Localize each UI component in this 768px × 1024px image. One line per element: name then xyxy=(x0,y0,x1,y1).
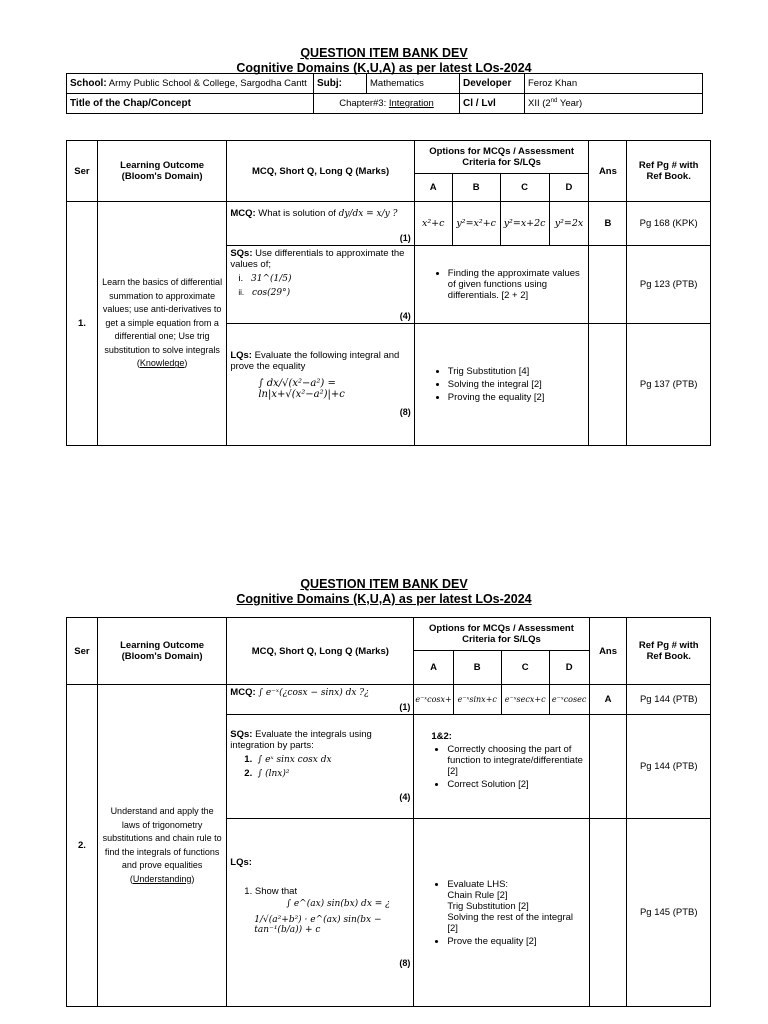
header-ans: Ans xyxy=(589,141,627,202)
developer-value: Feroz Khan xyxy=(525,74,703,94)
option-d: y²=2x xyxy=(549,202,589,246)
sq-marks: (4) xyxy=(399,311,411,321)
lq-label: LQs: xyxy=(230,350,252,361)
header-b: B xyxy=(452,174,500,202)
header-c: C xyxy=(500,174,549,202)
header-learning-outcome: Learning Outcome (Bloom's Domain) xyxy=(97,618,226,685)
chapter-name: Integration xyxy=(388,98,434,109)
option-c: y²=x+2c xyxy=(500,202,549,246)
option-a: x²+c xyxy=(414,202,452,246)
lq-1: LQs: Evaluate the following integral and prove the equality ∫ dx/√(x²−a²) = ln|x+√(x²−a²)|+c (8) xyxy=(227,324,414,446)
lq-criteria xyxy=(414,324,589,446)
sq-item: 1. ∫ eˣ sinx cosx dx xyxy=(244,754,332,765)
sq-1: SQs: Use differentials to approximate the values of; i. 31^(1/5) ii. cos(29°) (4) xyxy=(227,246,414,324)
header-c: C xyxy=(501,651,549,685)
header-ref: Ref Pg # with Ref Book. xyxy=(627,141,711,202)
class-value: XII (2nd Year) xyxy=(525,94,703,114)
criteria-subitem: Solving the rest of the integral [2] xyxy=(447,911,574,934)
option-b: e⁻ˣsinx+c xyxy=(453,685,501,715)
lq-criteria xyxy=(414,819,589,1007)
mcq-label: MCQ: xyxy=(230,687,256,698)
lq-item: 1. Show that xyxy=(244,886,298,897)
criteria-item: • Evaluate LHS: Chain Rule [2] Trig Substitution [2] Solving the rest of the integral [2] xyxy=(447,879,585,934)
header-b: B xyxy=(453,651,501,685)
lq-2 xyxy=(227,819,414,1007)
mcq-answer: B xyxy=(589,202,627,246)
lq-equation-2: 1/√(a²+b²) · e^(ax) sin(bx − tan⁻¹(b/a)) + c xyxy=(254,915,382,935)
header-options: Options for MCQs / Assessment Criteria for S/LQs xyxy=(414,618,589,651)
header-question: MCQ, Short Q, Long Q (Marks) xyxy=(227,618,414,685)
sq-item: ii. cos(29°) xyxy=(238,288,291,298)
chapter-prefix: Chapter#3: xyxy=(339,98,389,109)
page-title xyxy=(0,46,768,76)
sq-marks: (4) xyxy=(399,792,411,802)
ser-1: 1. xyxy=(67,202,98,446)
ser-2: 2. xyxy=(67,685,98,1007)
info-table xyxy=(66,73,703,114)
mcq-ref: Pg 168 (KPK) xyxy=(627,202,711,246)
mcq-1: MCQ: What is solution of dy/dx = x/y ? (1) xyxy=(227,202,414,246)
criteria-item: • Prove the equality [2] xyxy=(447,936,585,947)
chapter-value xyxy=(314,94,460,114)
lq-answer xyxy=(589,324,627,446)
option-d: e⁻ˣcosec xyxy=(549,685,589,715)
criteria-item: • Finding the approximate values of given functions using differentials. [2 + 2] xyxy=(448,268,586,301)
learning-outcome-1: Learn the basics of differential summation to approximate values; use anti-derivatives to get a simple equation from a differential one; Use trig substitution to solve integrals (Knowledge) xyxy=(97,202,226,446)
option-a: e⁻ˣcosx+ xyxy=(414,685,453,715)
header-ser: Ser xyxy=(67,618,98,685)
title-line-1: QUESTION ITEM BANK DEV xyxy=(300,46,468,60)
learning-outcome-2: Understand and apply the laws of trigonometry substitutions and chain rule to find the integrals of functions and prove equalities (Understanding) xyxy=(97,685,226,1007)
lq-ref: Pg 145 (PTB) xyxy=(627,819,711,1007)
question-table-1 xyxy=(66,140,711,446)
subj-value: Mathematics xyxy=(367,74,460,94)
mcq-label: MCQ: xyxy=(230,208,256,219)
header-d: D xyxy=(549,651,589,685)
mcq-equation: ∫ e⁻ˣ(¿cosx − sinx) dx ?¿ xyxy=(258,688,369,698)
sq-label: SQs: xyxy=(230,729,253,740)
criteria-item: • Correctly choosing the part of function to integrate/differentiate [2] xyxy=(447,744,585,777)
header-a: A xyxy=(414,174,452,202)
lq-equation: ∫ dx/√(x²−a²) = ln|x+√(x²−a²)|+c xyxy=(258,378,345,400)
header-ans: Ans xyxy=(589,618,627,685)
sq-answer xyxy=(589,715,627,819)
mcq-marks: (1) xyxy=(399,233,411,243)
subj-label: Subj: xyxy=(314,74,367,94)
option-b: y²=x²+c xyxy=(452,202,500,246)
header-ser: Ser xyxy=(67,141,98,202)
sq-ref: Pg 123 (PTB) xyxy=(627,246,711,324)
lq-marks: (8) xyxy=(399,407,411,417)
title-line-2: Cognitive Domains (K,U,A) as per latest LOs-2024 xyxy=(236,592,532,606)
lq-label: LQs: xyxy=(230,857,252,868)
school-value: Army Public School & College, Sargodha Cantt xyxy=(108,78,307,89)
criteria-subitem: Trig Substitution [2] xyxy=(447,900,529,912)
sq-criteria xyxy=(414,715,589,819)
school-label: School: xyxy=(70,78,107,89)
mcq-equation: dy/dx = x/y ? xyxy=(338,209,398,219)
mcq-marks: (1) xyxy=(399,702,411,712)
sq-2: SQs: Evaluate the integrals using integration by parts: 1. ∫ eˣ sinx cosx dx 2. ∫ (lnx)² (4) xyxy=(227,715,414,819)
bloom-domain-1: Knowledge xyxy=(139,358,185,369)
title-line-2: Cognitive Domains (K,U,A) as per latest LOs-2024 xyxy=(236,61,532,75)
mcq-answer: A xyxy=(589,685,627,715)
option-c: e⁻ˣsecx+c xyxy=(501,685,549,715)
criteria-item: • Trig Substitution [4] xyxy=(448,366,586,377)
chapter-label: Title of the Chap/Concept xyxy=(67,94,314,114)
lq-equation-1: ∫ e^(ax) sin(bx) dx = ¿ xyxy=(286,899,390,909)
question-table-2 xyxy=(66,617,711,1007)
sq-answer xyxy=(589,246,627,324)
class-label: Cl / Lvl xyxy=(460,94,525,114)
criteria-heading: 1&2: xyxy=(431,731,452,742)
sq-item: 2. ∫ (lnx)² xyxy=(244,768,290,779)
header-learning-outcome: Learning Outcome (Bloom's Domain) xyxy=(97,141,226,202)
header-ref: Ref Pg # with Ref Book. xyxy=(627,618,711,685)
header-a: A xyxy=(414,651,453,685)
criteria-item: • Proving the equality [2] xyxy=(448,392,586,403)
criteria-item: • Solving the integral [2] xyxy=(448,379,586,390)
lq-ref: Pg 137 (PTB) xyxy=(627,324,711,446)
title-line-1: QUESTION ITEM BANK DEV xyxy=(300,577,468,591)
sq-label: SQs: xyxy=(230,248,253,259)
header-question: MCQ, Short Q, Long Q (Marks) xyxy=(227,141,414,202)
page-title-2 xyxy=(0,577,768,607)
developer-label: Developer xyxy=(460,74,525,94)
sq-item: i. 31^(1/5) xyxy=(238,273,292,284)
sq-criteria xyxy=(414,246,589,324)
header-d: D xyxy=(549,174,589,202)
mcq-ref: Pg 144 (PTB) xyxy=(627,685,711,715)
sq-ref: Pg 144 (PTB) xyxy=(627,715,711,819)
criteria-subitem: Chain Rule [2] xyxy=(447,889,508,901)
mcq-2 xyxy=(227,685,414,715)
school-cell xyxy=(67,74,314,94)
bloom-domain-2: Understanding xyxy=(132,873,192,884)
header-options: Options for MCQs / Assessment Criteria for S/LQs xyxy=(414,141,589,174)
lq-marks: (8) xyxy=(399,958,411,968)
lq-answer xyxy=(589,819,627,1007)
criteria-item: • Correct Solution [2] xyxy=(447,779,585,790)
